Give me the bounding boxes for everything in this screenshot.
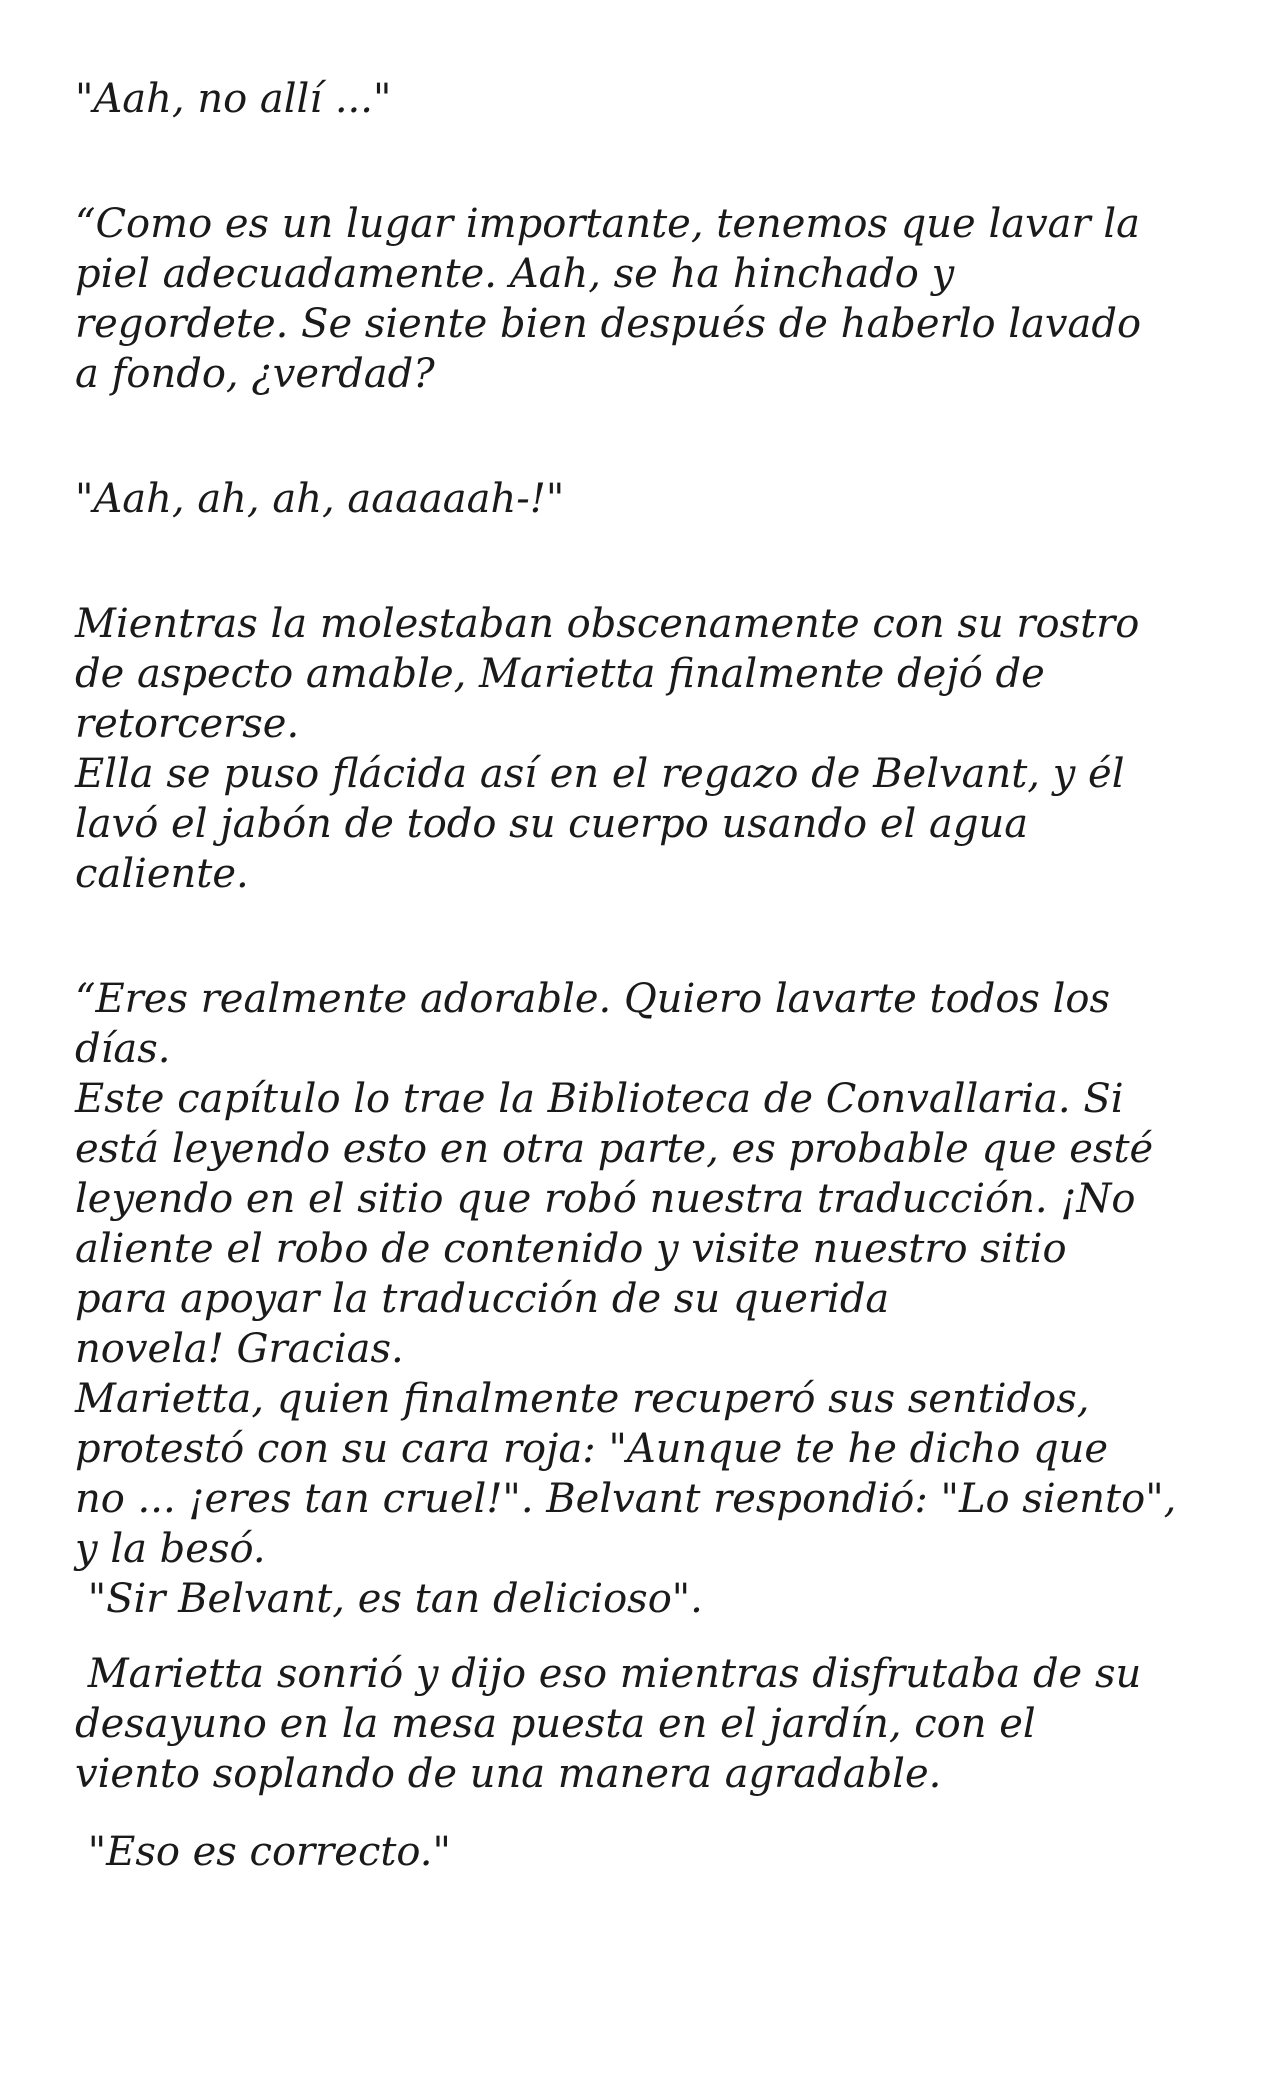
text-line: Marietta sonrió y dijo eso mientras disfrutaba de su (75, 1651, 1142, 1697)
text-line: de aspecto amable, Marietta finalmente dejó de (75, 651, 1045, 697)
text-line: desayuno en la mesa puesta en el jardín, con el (75, 1701, 1036, 1747)
text-line: piel adecuadamente. Aah, se ha hinchado y (75, 251, 955, 297)
text-line: "Aah, no allí ..." (75, 76, 392, 122)
document-page (75, 74, 1225, 1877)
text-line: caliente. (75, 851, 249, 897)
text-line: lavó el jabón de todo su cuerpo usando el agua (75, 801, 1029, 847)
text-line: no ... ¡eres tan cruel!". Belvant respondió: "Lo siento", (75, 1476, 1177, 1522)
paragraph-4 (75, 599, 1225, 899)
text-line: Marietta, quien finalmente recuperó sus sentidos, (75, 1376, 1090, 1422)
text-line: está leyendo esto en otra parte, es probable que esté (75, 1126, 1154, 1172)
text-line: aliente el robo de contenido y visite nuestro sitio (75, 1226, 1067, 1272)
text-line: retorcerse. (75, 701, 300, 747)
text-line: Ella se puso flácida así en el regazo de Belvant, y él (75, 751, 1125, 797)
paragraph-7 (75, 1827, 1225, 1877)
text-line: y la besó. (75, 1526, 266, 1572)
text-line: "Aah, ah, ah, aaaaaah-!" (75, 476, 565, 522)
text-line: Mientras la molestaban obscenamente con su rostro (75, 601, 1140, 647)
text-line: “Eres realmente adorable. Quiero lavarte todos los (75, 976, 1111, 1022)
text-line: viento soplando de una manera agradable. (75, 1751, 942, 1797)
paragraph-6 (75, 1649, 1225, 1799)
text-line: "Sir Belvant, es tan delicioso". (75, 1576, 703, 1622)
text-line: "Eso es correcto." (75, 1829, 451, 1875)
paragraph-5 (75, 974, 1225, 1624)
text-line: “Como es un lugar importante, tenemos que lavar la (75, 201, 1140, 247)
paragraph-3 (75, 474, 1225, 524)
paragraph-2 (75, 199, 1225, 399)
text-line: protestó con su cara roja: "Aunque te he dicho que (75, 1426, 1109, 1472)
text-line: novela! Gracias. (75, 1326, 404, 1372)
text-line: días. (75, 1026, 171, 1072)
text-line: a fondo, ¿verdad? (75, 351, 435, 397)
text-line: Este capítulo lo trae la Biblioteca de Convallaria. Si (75, 1076, 1124, 1122)
text-line: para apoyar la traducción de su querida (75, 1276, 890, 1322)
paragraph-1 (75, 74, 1225, 124)
text-line: leyendo en el sitio que robó nuestra traducción. ¡No (75, 1176, 1136, 1222)
text-line: regordete. Se siente bien después de haberlo lavado (75, 301, 1142, 347)
